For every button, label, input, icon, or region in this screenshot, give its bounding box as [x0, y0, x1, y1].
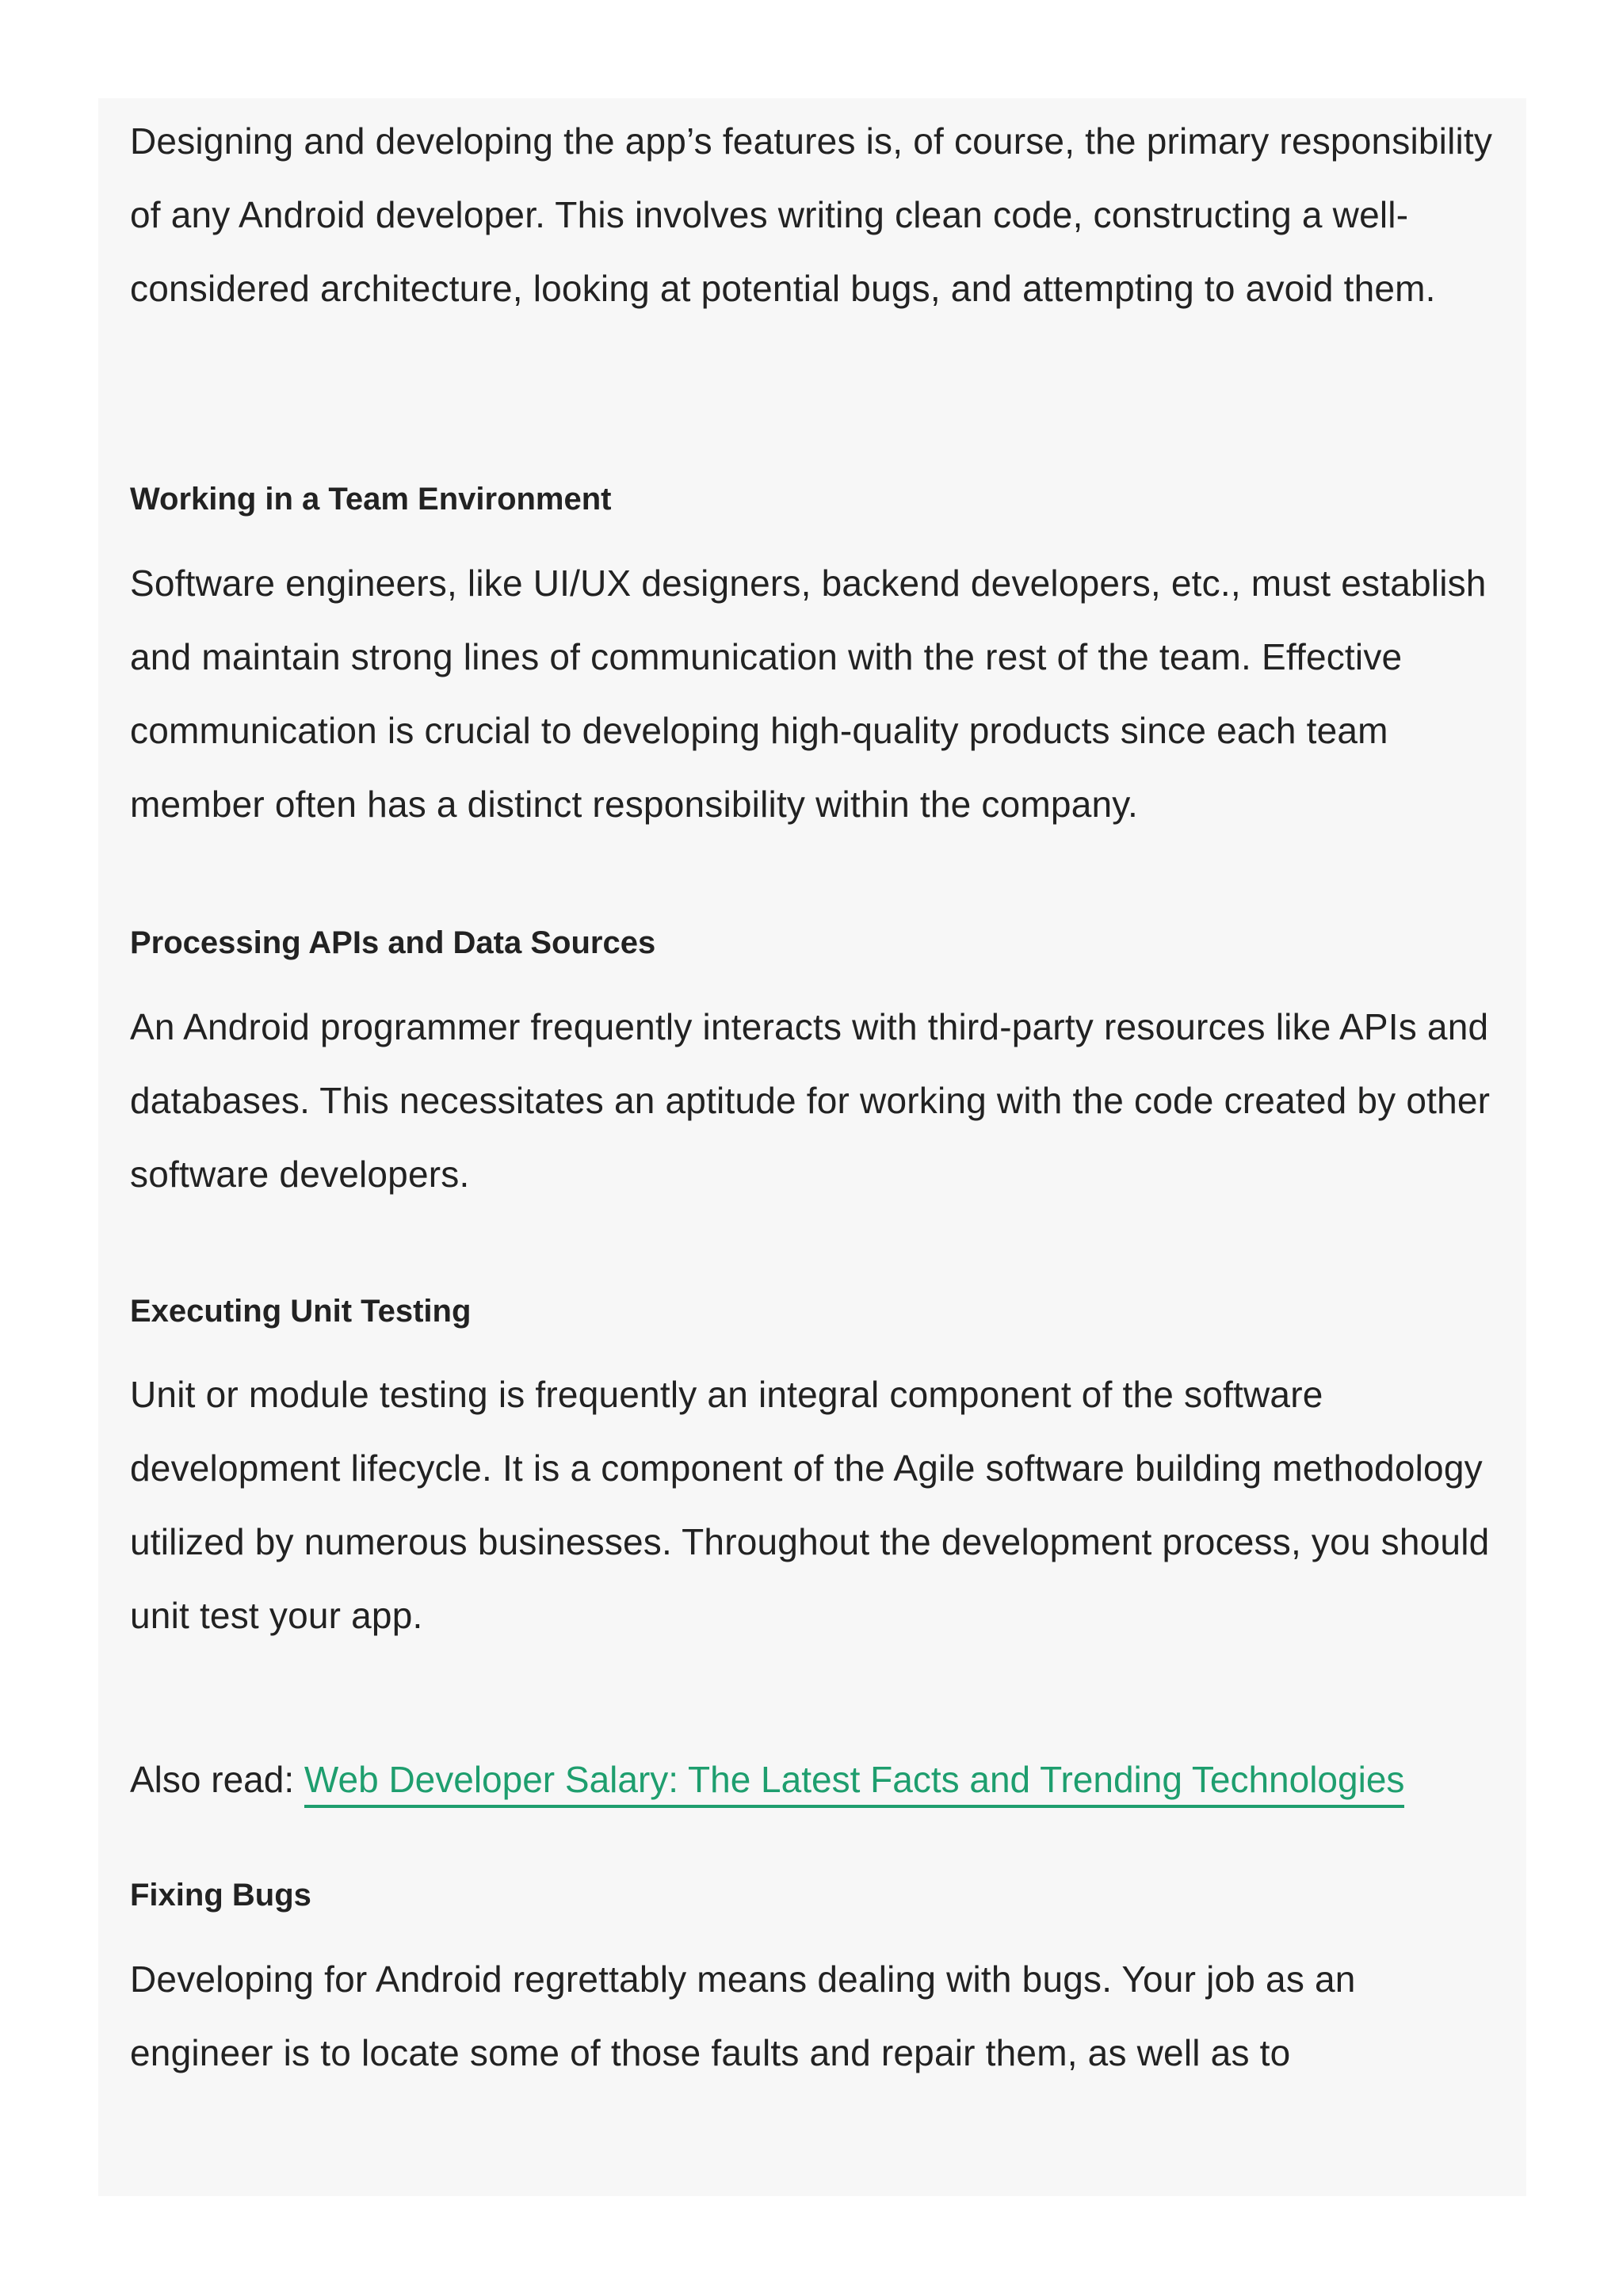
- section-paragraph-apis: An Android programmer frequently interacts with third-party resources like APIs and databases. This necessitates an aptitude for working with the code created by other software developers.: [130, 1006, 1491, 1195]
- also-read-link[interactable]: Web Developer Salary: The Latest Facts and Trending Technologies: [304, 1759, 1405, 1808]
- section-heading-team: Working in a Team Environment: [130, 482, 612, 517]
- section-paragraph-team: Software engineers, like UI/UX designers, backend developers, etc., must establish and maintain strong lines of communication with the rest of the team. Effective communication is crucial to developing high-quality products since each team member often has a distinct responsibility within the company.: [130, 563, 1487, 825]
- article-panel: [98, 98, 1526, 2196]
- intro-paragraph: Designing and developing the app’s features is, of course, the primary responsibility of any Android developer. This involves writing clean code, constructing a well-considered architecture, looking at potential bugs, and attempting to avoid them.: [130, 120, 1493, 309]
- section-heading-apis: Processing APIs and Data Sources: [130, 925, 656, 960]
- section-paragraph-unit-testing: Unit or module testing is frequently an integral component of the software development lifecycle. It is a component of the Agile software building methodology utilized by numerous businesses. Throughout the development process, you should unit test your app.: [130, 1374, 1490, 1636]
- section-heading-unit-testing: Executing Unit Testing: [130, 1294, 472, 1329]
- also-read-line: [130, 1743, 1495, 1817]
- section-paragraph-fixing-bugs: Developing for Android regrettably means dealing with bugs. Your job as an engineer is to locate some of those faults and repair them, as well as to: [130, 1958, 1356, 2073]
- section-heading-fixing-bugs: Fixing Bugs: [130, 1878, 311, 1913]
- also-read-prefix: Also read:: [130, 1759, 304, 1800]
